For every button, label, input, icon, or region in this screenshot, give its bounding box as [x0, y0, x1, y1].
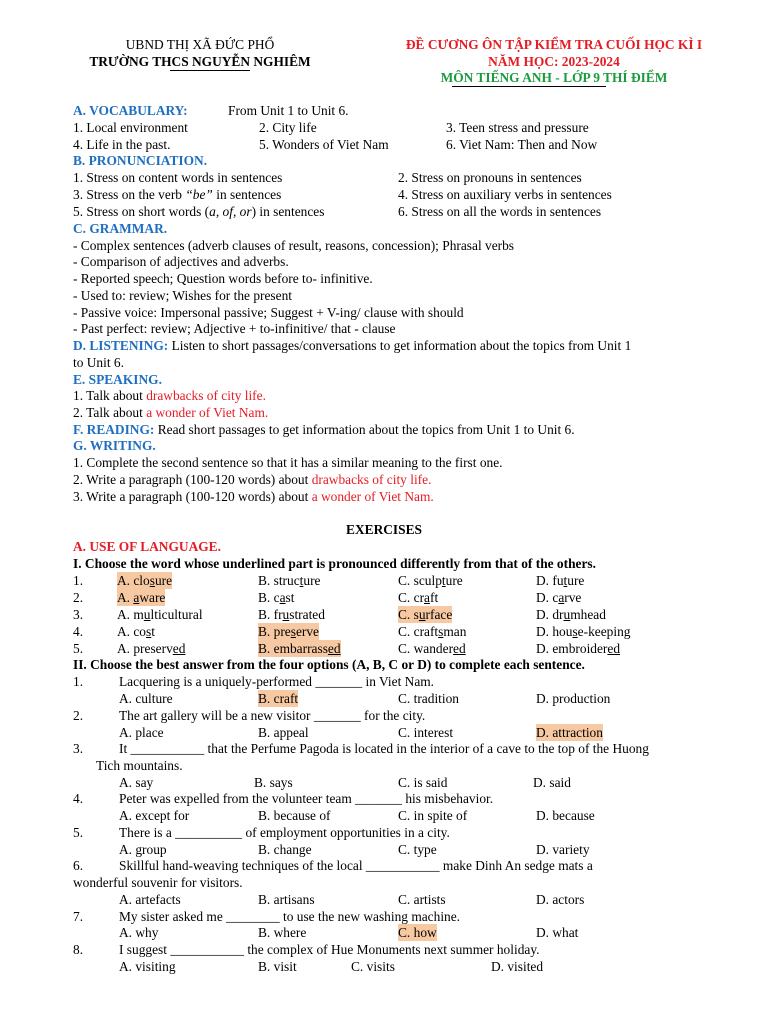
- option-a: A. except for: [119, 808, 190, 823]
- option-b: B. says: [254, 775, 293, 790]
- grammar-heading: C. GRAMMAR.: [73, 221, 168, 236]
- vocab-item: 3. Teen stress and pressure: [446, 120, 589, 135]
- header-doc-title: ĐỀ CƯƠNG ÔN TẬP KIỂM TRA CUỐI HỌC KÌ I: [405, 37, 703, 52]
- option-c: C. in spite of: [398, 808, 468, 823]
- option-a: A. group: [119, 842, 167, 857]
- writing-item: 3. Write a paragraph (100-120 words) about a wonder of Viet Nam.: [73, 489, 434, 504]
- speaking-item: 2. Talk about a wonder of Viet Nam.: [73, 405, 269, 420]
- option-c: C. visits: [351, 959, 395, 974]
- listening-line-2: to Unit 6.: [73, 355, 124, 370]
- vocab-item: 5. Wonders of Viet Nam: [259, 137, 389, 152]
- option-d: D. variety: [536, 842, 590, 857]
- pron-item: 1. Stress on content words in sentences: [73, 170, 283, 185]
- question-number: 3.: [73, 607, 84, 622]
- option-a: A. say: [119, 775, 154, 790]
- pron-item: 4. Stress on auxiliary verbs in sentences: [398, 187, 612, 202]
- grammar-line: - Complex sentences (adverb clauses of result, reasons, concession); Phrasal verbs: [73, 238, 515, 253]
- option-d: D. embroidered: [536, 641, 621, 656]
- question-number: 5.: [73, 825, 84, 840]
- vocab-item: 1. Local environment: [73, 120, 188, 135]
- question-number: 4.: [73, 624, 84, 639]
- option-b: B. change: [258, 842, 312, 857]
- option-a: A. closure: [117, 573, 173, 588]
- question-text: It ___________ that the Perfume Pagoda is located in the interior of a cave to the top of the Huong: [119, 741, 649, 756]
- writing-heading: G. WRITING.: [73, 438, 156, 453]
- question-number: 1.: [73, 573, 84, 588]
- question-number: 2.: [73, 708, 84, 723]
- reading-heading: F. READING:: [73, 422, 155, 437]
- option-c: C. surface: [398, 607, 453, 622]
- option-c: C. sculpture: [398, 573, 463, 588]
- question-number: 3.: [73, 741, 84, 756]
- option-b: B. preserve: [258, 624, 319, 639]
- question-text: Lacquering is a uniquely-performed _______ in Viet Nam.: [119, 674, 435, 689]
- question-number: 6.: [73, 858, 84, 873]
- question-number: 1.: [73, 674, 84, 689]
- question-text: Peter was expelled from the volunteer team _______ his misbehavior.: [119, 791, 494, 806]
- use-of-language-heading: A. USE OF LANGUAGE.: [73, 539, 221, 554]
- vocab-heading: A. VOCABULARY:: [73, 103, 188, 118]
- header-authority: UBND THỊ XÃ ĐỨC PHỔ: [125, 37, 275, 52]
- option-a: A. why: [119, 925, 159, 940]
- option-b: B. structure: [258, 573, 321, 588]
- header-right-rule: [452, 86, 606, 87]
- header-left-rule: [170, 70, 250, 71]
- question-text-continued: wonderful souvenir for visitors.: [73, 875, 243, 890]
- vocab-item: 4. Life in the past.: [73, 137, 171, 152]
- option-b: B. frustrated: [258, 607, 325, 622]
- option-d: D. what: [536, 925, 579, 940]
- option-c: C. artists: [398, 892, 446, 907]
- exercise-1-instruction: I. Choose the word whose underlined part is pronounced differently from that of the others.: [73, 556, 596, 571]
- option-c: C. craftsman: [398, 624, 467, 639]
- vocab-range: From Unit 1 to Unit 6.: [228, 103, 349, 118]
- grammar-line: - Used to: review; Wishes for the present: [73, 288, 292, 303]
- pron-item: 3. Stress on the verb “be” in sentences: [73, 187, 282, 202]
- option-d: D. house-keeping: [536, 624, 631, 639]
- question-number: 5.: [73, 641, 84, 656]
- option-b: B. visit: [258, 959, 297, 974]
- option-b: B. cast: [258, 590, 295, 605]
- option-c: C. how: [398, 925, 437, 940]
- question-text: Skillful hand-weaving techniques of the local ___________ make Dinh An sedge mats a: [119, 858, 593, 873]
- question-number: 4.: [73, 791, 84, 806]
- question-text-continued: Tich mountains.: [96, 758, 183, 773]
- option-b: B. artisans: [258, 892, 315, 907]
- option-a: A. multicultural: [117, 607, 203, 622]
- option-a: A. place: [119, 725, 164, 740]
- header-school: TRƯỜNG THCS NGUYỄN NGHIÊM: [89, 54, 311, 69]
- reading-line: F. READING: Read short passages to get information about the topics from Unit 1 to Unit 6.: [73, 422, 575, 437]
- option-b: B. appeal: [258, 725, 309, 740]
- option-c: C. wandered: [398, 641, 466, 656]
- writing-item: 2. Write a paragraph (100-120 words) about drawbacks of city life.: [73, 472, 432, 487]
- option-d: D. production: [536, 691, 611, 706]
- option-c: C. interest: [398, 725, 454, 740]
- question-text: My sister asked me ________ to use the new washing machine.: [119, 909, 461, 924]
- option-a: A. cost: [117, 624, 155, 639]
- question-number: 8.: [73, 942, 84, 957]
- question-text: The art gallery will be a new visitor _______ for the city.: [119, 708, 426, 723]
- option-d: D. actors: [536, 892, 585, 907]
- speaking-item: 1. Talk about drawbacks of city life.: [73, 388, 266, 403]
- option-a: A. artefacts: [119, 892, 181, 907]
- grammar-line: - Passive voice: Impersonal passive; Suggest + V-ing/ clause with should: [73, 305, 464, 320]
- option-a: A. culture: [119, 691, 173, 706]
- option-b: B. embarrassed: [258, 641, 341, 656]
- pron-item: 2. Stress on pronouns in sentences: [398, 170, 582, 185]
- option-b: B. where: [258, 925, 307, 940]
- question-text: There is a __________ of employment opportunities in a city.: [119, 825, 450, 840]
- question-text: I suggest ___________ the complex of Hue Monuments next summer holiday.: [119, 942, 540, 957]
- question-number: 7.: [73, 909, 84, 924]
- option-c: C. type: [398, 842, 437, 857]
- option-c: C. is said: [398, 775, 448, 790]
- header-subject: MÔN TIẾNG ANH - LỚP 9 THÍ ĐIỂM: [440, 70, 668, 85]
- grammar-line: - Past perfect: review; Adjective + to-infinitive/ that - clause: [73, 321, 396, 336]
- option-d: D. carve: [536, 590, 582, 605]
- header-school-year: NĂM HỌC: 2023-2024: [488, 54, 620, 69]
- speaking-heading: E. SPEAKING.: [73, 372, 162, 387]
- writing-item: 1. Complete the second sentence so that it has a similar meaning to the first one.: [73, 455, 503, 470]
- pron-item: 5. Stress on short words (a, of, or) in sentences: [73, 204, 325, 219]
- option-d: D. attraction: [536, 725, 603, 740]
- exercises-title: EXERCISES: [346, 522, 422, 537]
- option-a: A. preserved: [117, 641, 186, 656]
- grammar-line: - Comparison of adjectives and adverbs.: [73, 254, 289, 269]
- question-number: 2.: [73, 590, 84, 605]
- option-b: B. because of: [258, 808, 331, 823]
- pron-heading: B. PRONUNCIATION.: [73, 153, 208, 168]
- vocab-item: 2. City life: [259, 120, 317, 135]
- option-c: C. craft: [398, 590, 439, 605]
- option-d: D. because: [536, 808, 595, 823]
- exercise-2-instruction: II. Choose the best answer from the four options (A, B, C or D) to complete each sentence.: [73, 657, 585, 672]
- option-d: D. said: [533, 775, 571, 790]
- option-d: D. future: [536, 573, 585, 588]
- listening-line: D. LISTENING: Listen to short passages/conversations to get information about the topics from Unit 1: [73, 338, 632, 353]
- listening-heading: D. LISTENING:: [73, 338, 169, 353]
- option-a: A. aware: [117, 590, 166, 605]
- pron-item: 6. Stress on all the words in sentences: [398, 204, 602, 219]
- grammar-line: - Reported speech; Question words before to- infinitive.: [73, 271, 373, 286]
- option-c: C. tradition: [398, 691, 459, 706]
- option-a: A. visiting: [119, 959, 176, 974]
- vocab-item: 6. Viet Nam: Then and Now: [446, 137, 598, 152]
- option-d: D. drumhead: [536, 607, 606, 622]
- option-d: D. visited: [491, 959, 544, 974]
- option-b: B. craft: [258, 691, 299, 706]
